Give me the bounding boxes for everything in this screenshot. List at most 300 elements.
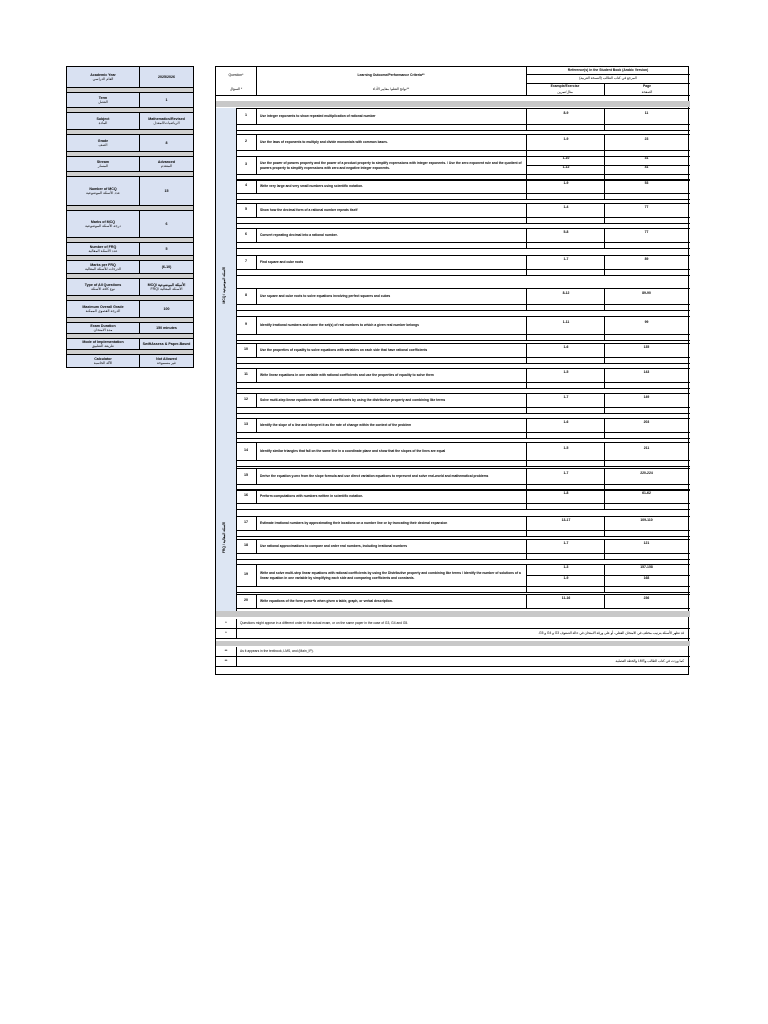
info-label-ar: الآلة الحاسبة: [93, 361, 113, 365]
info-value-en: Mathematics/Revised: [148, 116, 185, 121]
question-outcome-text: [260, 289, 522, 304]
grid-line: [604, 217, 605, 223]
grid-line: [236, 413, 690, 414]
info-label-ar: الفصل: [98, 100, 108, 104]
gray-separator: [216, 611, 690, 617]
info-value-ar: المتقدم: [160, 164, 173, 168]
question-number: 18: [244, 543, 248, 547]
page-ref: 135: [643, 345, 650, 349]
question-number: 2: [245, 139, 247, 143]
grid-line: [526, 432, 527, 438]
info-row: [66, 210, 194, 237]
grid-line: [604, 304, 605, 310]
info-label-en: Stream: [96, 159, 110, 164]
question-outcome: Write and solve multi-step linear equations with rational coefficients by using the Distributive property and combining like terms / Identify the number of solutions of a linear equation in one variable by simplifying each side and comparing coefficients and constants.: [260, 570, 521, 580]
grid-line: [236, 592, 690, 593]
grid-line: [604, 432, 605, 438]
info-label-en: Calculator: [94, 356, 112, 361]
note-text: Questions might appear in a different order in the actual exam, or on the same paper in the case of G3, G4 and G5.: [240, 621, 409, 625]
info-row: [66, 134, 194, 151]
header-outcome: Learning Outcome/Performance Criteria**: [357, 73, 425, 77]
grid-line: [236, 388, 690, 389]
info-value-en: MCQ/ الأسئلة الموضوعية: [147, 282, 186, 287]
info-label-ar: درجة الأسئلة الموضوعية: [85, 224, 121, 228]
exam-structure-table: [215, 66, 689, 675]
info-label-en: Mode of Implementation: [82, 339, 124, 344]
page-ref: 109-110: [640, 518, 653, 522]
example-ref: 1-4: [563, 205, 569, 209]
info-value-en: 1: [165, 97, 168, 102]
question-outcome-text: [260, 229, 522, 242]
info-row: [66, 338, 194, 349]
grid-line: [236, 382, 690, 383]
question-number: 5: [245, 207, 247, 211]
info-label-en: Term: [98, 95, 108, 100]
grid-line: [256, 228, 257, 242]
info-value: [140, 279, 193, 295]
grid-line: [236, 484, 690, 485]
grid-line: [236, 503, 690, 504]
grid-line: [526, 316, 527, 334]
example-ref: 1-9: [563, 137, 569, 141]
info-label: [67, 301, 140, 317]
example-ref: 1-6: [563, 420, 569, 424]
info-value: [140, 67, 193, 87]
grid-line: [604, 334, 605, 340]
header-question: [216, 67, 256, 83]
page-ref: 236: [643, 596, 650, 600]
grid-line: [236, 248, 690, 249]
info-value: [140, 243, 193, 255]
frq-section-band: [216, 489, 236, 611]
grid-line: [526, 460, 527, 466]
grid-line: [236, 438, 690, 439]
mcq-section-band: [216, 108, 236, 489]
question-outcome: Show how the decimal form of a rational number repeats itself: [260, 208, 358, 212]
info-label-en: Subject: [96, 116, 110, 121]
info-label: [67, 243, 140, 255]
grid-line: [256, 468, 257, 484]
info-label-en: Grade: [97, 138, 109, 143]
info-label-en: Type of All Questions: [84, 282, 122, 287]
grid-line: [236, 193, 690, 194]
example-ref: 5-8: [563, 230, 569, 234]
grid-line: [604, 316, 605, 334]
page-ref: 211: [643, 446, 650, 450]
grid-line: [526, 124, 527, 130]
info-label: [67, 323, 140, 333]
example-ref: 1-7: [563, 257, 569, 261]
example-ref: 1-6: [563, 345, 569, 349]
example-ref: 11-16: [561, 596, 571, 600]
question-outcome-text: [260, 443, 522, 460]
info-label-ar: نوع كافة الأسئلة: [91, 287, 115, 291]
example-ref: 1-7: [563, 395, 569, 399]
grid-line: [604, 382, 605, 388]
page-ref: 77: [644, 205, 649, 209]
grid-line: [526, 67, 527, 95]
grid-line: [216, 628, 690, 629]
question-outcome-text: [260, 317, 522, 334]
grid-line: [526, 334, 527, 340]
question-outcome: Perform computations with numbers written in scientific notation.: [260, 494, 364, 498]
info-value: [140, 301, 193, 317]
question-outcome-text: [260, 394, 522, 407]
page-ref: 99: [644, 320, 649, 324]
info-value-ar: FRQ/ الأسئلة المقالية: [150, 287, 183, 291]
grid-line: [526, 193, 527, 199]
info-value-en: 8: [165, 140, 168, 145]
info-label: [67, 67, 140, 87]
info-panel: [66, 66, 194, 368]
info-value-en: 5: [165, 246, 168, 251]
question-outcome: Estimate irrational numbers by approximating their locations on a number line or by truncating their decimal expansion: [260, 521, 448, 525]
grid-line: [236, 363, 690, 364]
grid-line: [526, 242, 527, 248]
grid-line: [236, 407, 690, 408]
page-ref: 89: [644, 257, 649, 261]
info-value: [140, 355, 193, 367]
info-value-en: Advanced: [157, 159, 176, 164]
info-label-ar: العام الدراسي: [92, 77, 114, 81]
question-outcome: Use square and cube roots to solve equations involving perfect squares and cubes: [260, 294, 391, 298]
question-outcome: Identify the slope of a line and interpret it as the rate of change within the context of the problem: [260, 423, 412, 427]
grid-line: [236, 647, 237, 656]
grid-line: [256, 594, 257, 608]
grid-line: [236, 553, 690, 554]
page-ref: 149: [643, 395, 650, 399]
note-marker: **: [224, 659, 228, 663]
grid-line: [604, 242, 605, 248]
example-ref: 1-12: [562, 164, 570, 169]
frq-section-label: FRQ / الأسئلة المقالية: [222, 522, 226, 554]
info-label: [67, 113, 140, 129]
example-ref: 1-7: [563, 471, 569, 475]
info-row: [66, 156, 194, 171]
question-outcome-text: [260, 369, 522, 382]
question-outcome-text: [260, 256, 522, 269]
info-value: [140, 157, 193, 171]
grid-line: [236, 530, 690, 531]
grid-line: [216, 638, 690, 639]
info-row: [66, 176, 194, 205]
page-ref: 143: [643, 370, 650, 374]
info-label: [67, 339, 140, 349]
gray-separator: [216, 101, 690, 107]
grid-line: [236, 223, 690, 224]
info-label: [67, 157, 140, 171]
question-outcome: Identify similar triangles that fall on the same line in a coordinate plane and show that the slopes of the lines are equal: [260, 449, 446, 453]
question-number: 8: [245, 293, 247, 297]
grid-line: [526, 357, 527, 363]
grid-line: [236, 130, 690, 131]
info-label-ar: الصف: [98, 143, 108, 147]
grid-line: [604, 586, 605, 592]
question-outcome: Write linear equations in one variable with rational coefficients and use the properties of equality to solve them: [260, 373, 434, 377]
info-label-ar: عدد الأسئلة المقالية: [88, 249, 118, 253]
info-value-en: 100: [163, 306, 170, 311]
info-label-ar: الدرجة القصوى الممكنة: [85, 309, 121, 313]
info-label-ar: الدرجات للأسئلة المقالية: [84, 267, 122, 271]
grid-line: [256, 203, 257, 217]
question-outcome-text: [260, 469, 522, 484]
grid-line: [256, 134, 257, 150]
info-label: [67, 279, 140, 295]
question-number: 13: [244, 422, 248, 426]
info-value-en: 6: [165, 221, 168, 226]
info-row: [66, 278, 194, 295]
info-label-ar: المسار: [97, 164, 109, 168]
info-label-ar: عدد الأسئلة الموضوعية: [86, 191, 120, 195]
question-number: 11: [244, 372, 248, 376]
question-number: 4: [245, 183, 247, 187]
question-number: 16: [244, 493, 248, 497]
grid-line: [236, 357, 690, 358]
grid-line: [236, 559, 690, 560]
grid-line: [256, 179, 257, 193]
example-ref: 1-9: [563, 181, 569, 185]
grid-line: [216, 95, 690, 96]
grid-line: [236, 242, 690, 243]
grid-line: [256, 564, 257, 586]
example-ref: 1-8: [563, 491, 569, 495]
header-example: Example/Exercise: [550, 84, 580, 88]
info-value: [140, 93, 193, 107]
grid-line: [236, 150, 690, 151]
info-label-en: Number of MCQ: [89, 186, 117, 191]
grid-line: [604, 460, 605, 466]
grid-line: [526, 382, 527, 388]
grid-line: [526, 83, 690, 84]
note-marker: **: [224, 649, 228, 653]
example-ref: 13-17: [561, 518, 571, 522]
grid-line: [236, 310, 690, 311]
grid-line: [236, 217, 690, 218]
info-value-en: 2025/2026: [158, 74, 175, 79]
question-outcome: Use the laws of exponents to multiply and divide monomials with common bases.: [260, 140, 388, 144]
grid-line: [604, 530, 605, 536]
grid-line: [236, 619, 237, 628]
grid-line: [256, 343, 257, 357]
grid-line: [604, 503, 605, 509]
grid-line: [256, 516, 257, 530]
header-example-ar: مثال/تمرين: [557, 90, 573, 94]
info-label: [67, 261, 140, 273]
grid-line: [256, 316, 257, 334]
question-outcome: Use the properties of equality to solve equations with variables on each side that have rational coefficients: [260, 348, 428, 352]
grid-line: [236, 432, 690, 433]
note-text: كما وردت في كتاب الطالب وLMS والخطة الفصلية.: [614, 659, 684, 663]
grid-line: [236, 536, 690, 537]
gray-separator: [216, 641, 690, 646]
info-label-ar: مدة الامتحان: [93, 328, 113, 332]
question-outcome: Use integer exponents to show repeated multiplication of rational number: [260, 114, 376, 118]
page-ref: 11: [644, 111, 649, 115]
grid-line: [236, 174, 690, 175]
grid-line: [526, 74, 690, 75]
question-outcome-text: [260, 109, 522, 124]
info-value: [140, 211, 193, 237]
grid-line: [604, 553, 605, 559]
grid-line: [236, 466, 690, 467]
info-label: [67, 93, 140, 107]
grid-line: [526, 304, 527, 310]
header-reference-ar: المرجع في كتاب الطالب (النسخة العربية): [579, 76, 637, 80]
grid-line: [604, 442, 605, 460]
info-value-ar: الرياضيات/المعدل: [153, 121, 180, 125]
grid-line: [256, 156, 257, 174]
info-value: [140, 177, 193, 205]
info-row: [66, 112, 194, 129]
grid-line: [236, 269, 690, 270]
page-ref: 61-62: [642, 491, 651, 495]
example-ref: 1-11: [562, 320, 570, 324]
info-value-ar: غير مسموحة: [156, 361, 177, 365]
grid-line: [526, 269, 527, 275]
question-outcome: Convert repeating decimal into a rational number.: [260, 233, 338, 237]
grid-line: [256, 442, 257, 460]
grid-line: [256, 489, 257, 503]
question-outcome: Use rational approximations to compare and order real numbers, including irrational numbers: [260, 544, 408, 548]
grid-line: [526, 586, 527, 592]
grid-line: [236, 275, 690, 276]
info-value: [140, 113, 193, 129]
grid-line: [236, 199, 690, 200]
grid-line: [236, 509, 690, 510]
info-value: [140, 135, 193, 151]
page-ref: 23: [644, 137, 649, 141]
header-question-en: Question*: [228, 73, 244, 77]
info-row: [66, 322, 194, 333]
page-ref: 89-90: [642, 291, 651, 295]
question-number: 10: [244, 347, 248, 351]
page-ref: 157-158: [640, 564, 653, 569]
question-number: 14: [244, 448, 248, 452]
question-outcome-text: [260, 517, 522, 530]
grid-line: [604, 357, 605, 363]
page-ref: 203: [643, 420, 650, 424]
grid-line: [526, 503, 527, 509]
grid-line: [236, 657, 237, 666]
grid-line: [526, 553, 527, 559]
note-text: As it appears in the textbook, LMS, and (Main_IP).: [240, 649, 314, 653]
question-outcome-text: [260, 419, 522, 432]
grid-line: [236, 340, 690, 341]
question-outcome-text: [260, 595, 522, 608]
page-ref: 31: [644, 155, 649, 160]
question-number: 7: [245, 259, 247, 263]
question-outcome-text: [260, 135, 522, 150]
grid-line: [604, 269, 605, 275]
question-number: 15: [244, 473, 248, 477]
info-label-en: Maximum Overall Grade: [82, 304, 124, 309]
info-value: [140, 339, 193, 349]
grid-line: [256, 67, 257, 95]
info-value-en: Not Allowed: [156, 356, 177, 361]
question-number: 3: [245, 162, 247, 166]
grid-line: [236, 124, 690, 125]
header-page: Page: [642, 84, 652, 88]
question-outcome-text: [260, 344, 522, 357]
question-outcome-text: [260, 540, 522, 553]
example-ref: 1-5: [563, 446, 569, 450]
info-label-en: Marks per FRQ: [90, 262, 116, 267]
question-number: 19: [244, 572, 248, 576]
grid-line: [236, 304, 690, 305]
info-label-ar: طريقة التطبيق: [92, 344, 114, 348]
question-outcome: Derive the equation y=mx from the slope formula and use direct variation equations to represent and solve real-world and mathematical problems: [260, 474, 489, 478]
question-number: 9: [245, 322, 247, 326]
example-ref: 1-5: [563, 370, 569, 374]
grid-line: [256, 368, 257, 382]
question-outcome-text: [260, 204, 522, 217]
grid-line: [526, 407, 527, 413]
info-row: [66, 92, 194, 107]
header-question-ar: السؤال *: [229, 87, 243, 91]
note-marker: *: [225, 621, 227, 625]
info-row: [66, 260, 194, 273]
info-label: [67, 211, 140, 237]
info-label-en: Marks of MCQ: [90, 219, 116, 224]
page-ref: 121: [643, 541, 650, 545]
page-ref: 41: [644, 164, 649, 169]
example-ref: 1-3: [563, 564, 569, 569]
info-label: [67, 355, 140, 367]
info-row: [66, 354, 194, 368]
example-ref: 1-10: [562, 155, 570, 160]
info-value-en: (6-10): [161, 264, 172, 269]
question-outcome-text: [260, 180, 522, 193]
grid-line: [256, 255, 257, 269]
question-outcome: Write very large and very small numbers using scientific notation.: [260, 184, 364, 188]
info-label-en: Number of FRQ: [89, 244, 117, 249]
question-outcome: Solve multi-step linear equations with rational coefficients by using the distributive property and combining like terms: [260, 398, 446, 402]
info-label-ar: المادة: [98, 121, 108, 125]
note-text: قد تظهر الأسئلة بترتيب مختلف في الامتحان الفعلي، أو على ورقة الامتحان في حالة الصفوف G3 و G4 و G5.: [538, 631, 684, 635]
grid-line: [526, 217, 527, 223]
info-value: [140, 323, 193, 333]
info-label: [67, 135, 140, 151]
grid-line: [604, 83, 605, 95]
info-label-en: Academic Year: [90, 72, 116, 77]
grid-line: [256, 288, 257, 304]
info-value: [140, 261, 193, 273]
info-value-en: 150 minutes: [156, 325, 177, 330]
info-row: [66, 66, 194, 87]
example-ref: 1-7: [563, 541, 569, 545]
question-number: 6: [245, 232, 247, 236]
header-page-ar: الصفحة: [641, 90, 653, 94]
question-outcome: Identify irrational numbers and name the set(s) of real numbers to which a given real number belongs: [260, 323, 420, 327]
question-outcome-text: [260, 565, 522, 586]
grid-line: [236, 460, 690, 461]
info-row: [66, 300, 194, 317]
question-number: 1: [245, 113, 247, 117]
grid-line: [604, 124, 605, 130]
question-outcome-text: [260, 157, 522, 174]
question-number: 12: [244, 397, 248, 401]
mcq-section-label: MCQ / الأسئلة الموضوعية: [222, 267, 226, 304]
info-value-en: SwiftAssess & Paper-Based: [142, 341, 191, 346]
question-outcome: Write equations of the form y=mx+b when given a table, graph, or verbal description.: [260, 599, 393, 603]
question-number: 20: [244, 598, 248, 602]
question-number: 17: [244, 520, 248, 524]
info-row: [66, 242, 194, 255]
header-outcome-ar: نواتج التعلم/ معايير الأداء**: [372, 87, 410, 91]
page-ref: 77: [644, 230, 649, 234]
grid-line: [236, 586, 690, 587]
example-ref: 8-9: [563, 111, 569, 115]
